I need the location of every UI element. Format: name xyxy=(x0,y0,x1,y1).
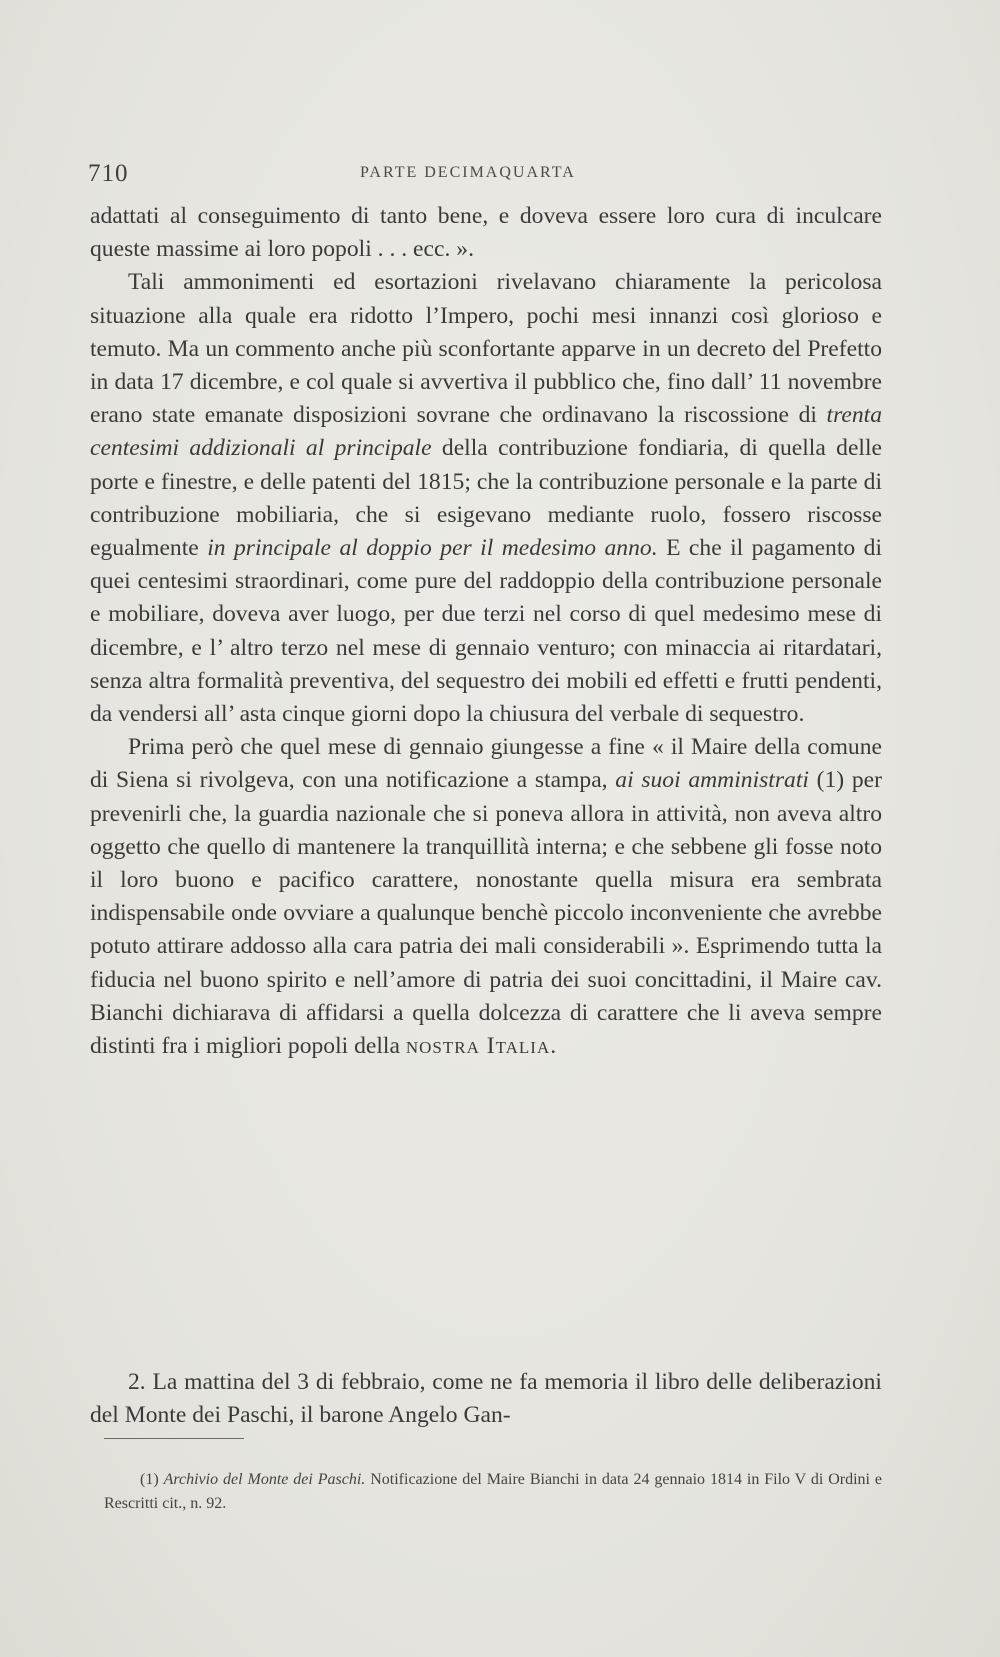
paragraph-text: della contribuzione fondiaria, di quella delle porte e finestre, e delle patenti del 1815; che la contribuzione personale e la parte di contribuzione mobiliaria, che si esigevano mediante ruolo, fossero riscosse egualmente xyxy=(90,435,883,562)
paragraph-tali xyxy=(90,266,882,731)
italic-phrase: ai suoi amministrati xyxy=(615,767,809,794)
footnote-reference[interactable]: (1) xyxy=(816,767,845,794)
paragraph-text: Prima però che quel mese di gennaio giungesse a fine « il Maire della comune di Siena si rivolgeva, con una notificazione a stampa, xyxy=(90,734,882,794)
main-text xyxy=(90,200,882,1063)
paragraph-text: . xyxy=(550,1033,557,1060)
running-title: PARTE DECIMAQUARTA xyxy=(360,164,576,181)
section-2-paragraph xyxy=(90,1366,882,1432)
footnote-divider xyxy=(104,1438,244,1439)
paragraph-continuation xyxy=(90,200,882,266)
footnote xyxy=(104,1468,882,1516)
page-number: 710 xyxy=(88,160,129,187)
page-header xyxy=(88,160,882,196)
footnote-source: Archivio del Monte dei Paschi. xyxy=(163,1471,366,1488)
small-caps-phrase: nostra Italia xyxy=(405,1033,551,1060)
footnote-marker: (1) xyxy=(140,1471,159,1488)
paragraph-text: adattati al conseguimento di tanto bene, e doveva essere loro cura di inculcare queste massime ai loro popoli . . . ecc. ». xyxy=(90,203,882,263)
paragraph-text: Tali ammonimenti ed esortazioni rivelavano chiaramente la pericolosa situazione alla quale era ridotto l’Impero, pochi mesi innanzi così glorioso e temuto. Ma un commento anche più sconfortante apparve in un decreto del Prefetto in data 17 dicembre, e col quale si avvertiva il pubblico che, fino dall’ 11 novembre erano state emanate disposizioni sovrane che ordinavano la riscossione di xyxy=(90,269,882,429)
footnote-text: Notificazione del Maire Bianchi in data 24 gennaio 1814 in Filo V di Ordini e Rescritti cit., n. 92. xyxy=(104,1471,883,1512)
paragraph-prima xyxy=(90,731,882,1063)
italic-phrase: in principale al doppio per il medesimo anno. xyxy=(207,535,658,562)
paragraph-text: E che il pagamento di quei centesimi straordinari, come pure del raddoppio della contribuzione personale e mobiliare, doveva aver luogo, per due terzi nel corso di quel medesimo mese di dicembre, e l’ altro terzo nel mese di gennaio venturo; con minaccia ai ritardatari, senza altra formalità preventiva, del sequestro dei mobili ed effetti e frutti pendenti, da vendersi all’ asta cinque giorni dopo la chiusura del verbale di sequestro. xyxy=(90,535,883,728)
paragraph-text: 2. La mattina del 3 di febbraio, come ne fa memoria il libro delle deliberazioni del Monte dei Paschi, il barone Angelo Gan- xyxy=(90,1368,882,1428)
italic-phrase: trenta centesimi addizionali al principale xyxy=(90,402,882,462)
paragraph-text: per prevenirli che, la guardia nazionale che si poneva allora in attività, non aveva altro oggetto che quello di mantenere la tranquillità interna; e che sebbene gli fosse noto il loro buono e pacifico carattere, nonostante quella misura era sembrata indispensabile onde ovviare a qualunque benchè piccolo inconveniente che avrebbe potuto attirare addosso alla cara patria dei mali considerabili ». Esprimendo tutta la fiducia nel buono spirito e nell’amore di patria dei suoi concittadini, il Maire cav. Bianchi dichiarava di affidarsi a quella dolcezza di carattere che li aveva sempre distinti fra i migliori popoli della xyxy=(90,767,882,1060)
